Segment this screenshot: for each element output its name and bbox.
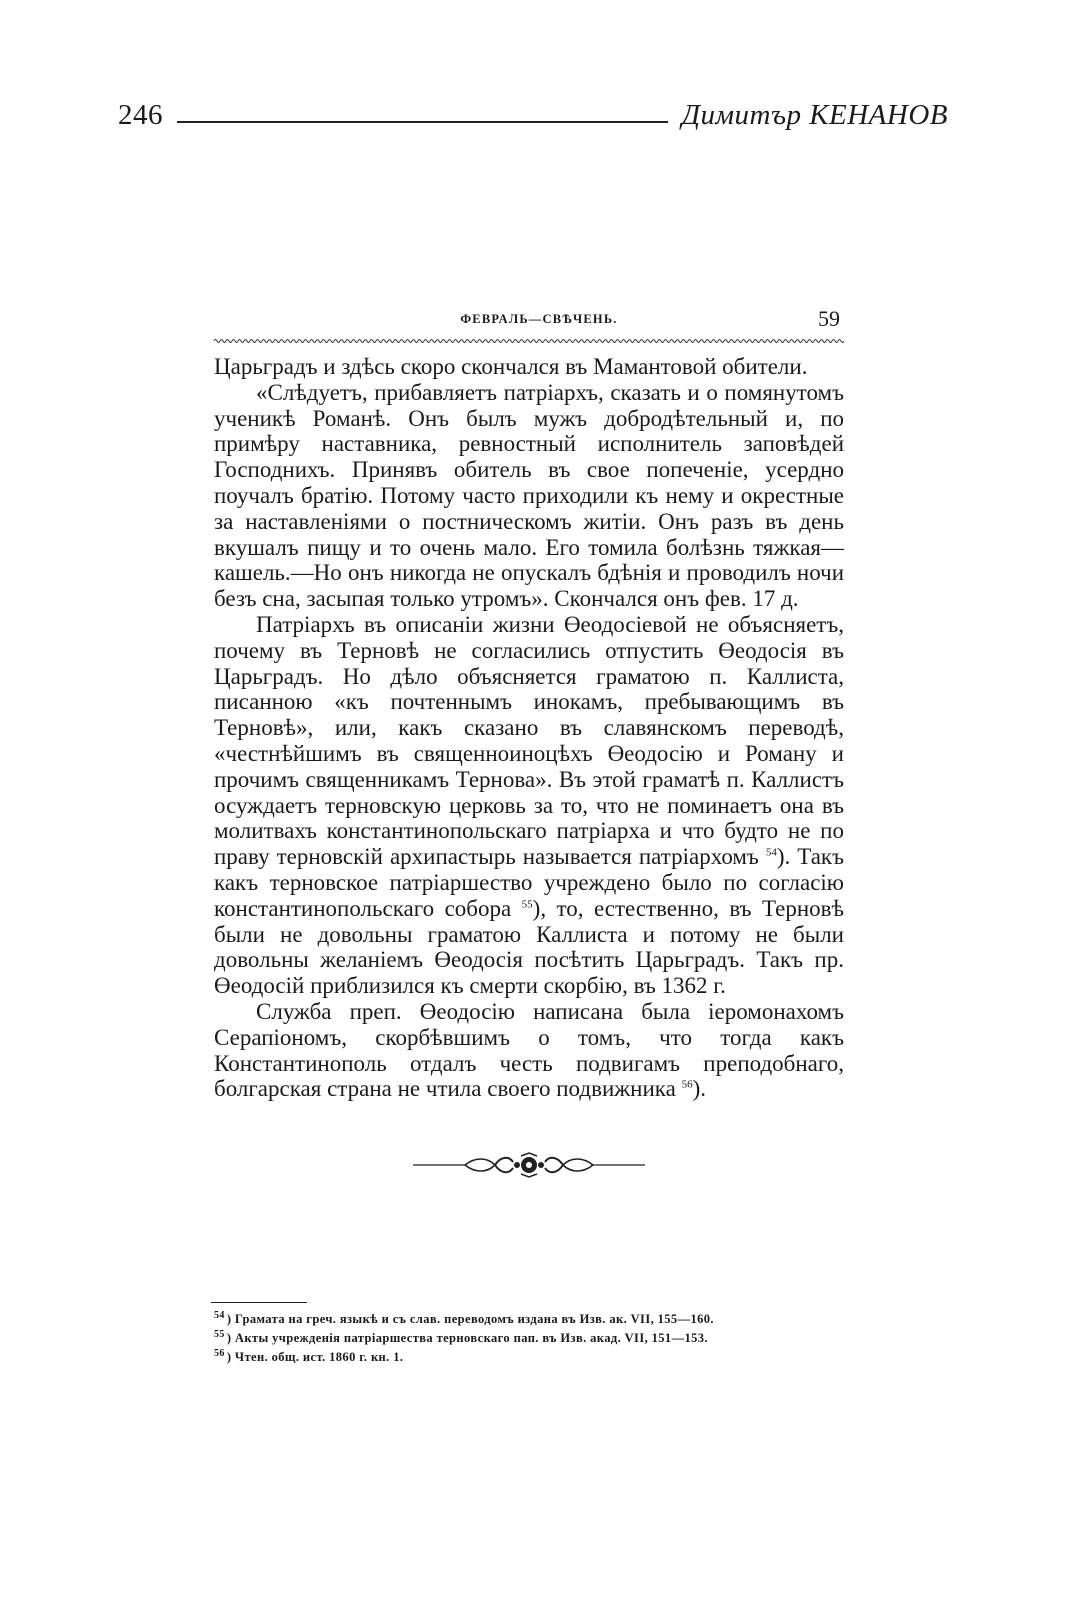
outer-page-header xyxy=(118,82,948,132)
footnote-ref-54: 54 xyxy=(765,846,777,859)
paragraph-3 xyxy=(214,612,844,999)
author-name: Димитър КЕНАНОВ xyxy=(681,99,948,131)
footnote-mark: 55 xyxy=(214,1328,225,1340)
footnotes xyxy=(214,1310,844,1367)
footnote-text: ) Акты учрежденія патріаршества терновскаго пап. въ Изв. акад. VII, 151—153. xyxy=(226,1331,708,1345)
wavy-rule xyxy=(214,336,844,346)
footnote-mark: 56 xyxy=(214,1347,225,1359)
footnote-ref-56: 56 xyxy=(681,1078,693,1091)
running-head-page-number: 59 xyxy=(818,306,840,331)
paragraph-4-part-a: Служба преп. Өеодосію написана была іеромонахомъ Серапіономъ, скорбѣвшимъ о томъ, что тогда какъ Константинополь отдалъ честь подвигамъ преподобнаго, болгарская страна не чтила своего подвижника xyxy=(214,998,844,1102)
footnote-ref-55: 55 xyxy=(521,898,533,911)
footnote-text: ) Чтен. общ. ист. 1860 г. кн. 1. xyxy=(226,1350,404,1364)
body-text xyxy=(214,354,844,1102)
paragraph-4 xyxy=(214,999,844,1102)
running-head xyxy=(214,306,844,334)
footnote-56 xyxy=(214,1348,844,1367)
running-head-title: ФЕВРАЛЬ—СВѢЧЕНЬ. xyxy=(460,312,618,326)
paragraph-2: «Слѣдуетъ, прибавляетъ патріархъ, сказать и о помянутомъ ученикѣ Романѣ. Онъ былъ мужъ добродѣтельный и, по примѣру наставника, ревностный исполнитель заповѣдей Господнихъ. Принявъ обитель въ свое попеченіе, усердно поучалъ братію. Потому часто приходили къ нему и окрестные за наставленіями о постническомъ житіи. Онъ разъ въ день вкушалъ пищу и то очень мало. Его томила болѣзнь тяжкая—кашель.—Но онъ никогда не опускалъ бдѣнія и проводилъ ночи безъ сна, засыпая только утромъ». Скончался онъ фев. 17 д. xyxy=(214,379,844,612)
paragraph-3-part-c: ), то, естественно, въ Терновѣ были не довольны граматою Каллиста и потому не были довольны желаніемъ Өеодосія посѣтить Царьградъ. Такъ пр. Өеодосій приблизился къ смерти скорбію, въ 1362 г. xyxy=(214,895,845,999)
footnote-54 xyxy=(214,1310,844,1329)
footnote-text: ) Грамата на греч. языкѣ и съ слав. переводомъ издана въ Изв. ак. VII, 155—160. xyxy=(226,1312,714,1326)
footnote-mark: 54 xyxy=(214,1309,225,1321)
footnote-rule xyxy=(211,1302,307,1303)
paragraph-3-part-a: Патріархъ въ описаніи жизни Өеодосіевой не объясняетъ, почему въ Терновѣ не согласились отпустить Өеодосія въ Царьградъ. Но дѣло объясняется граматою п. Каллиста, писанною «къ почтеннымъ инокамъ, пребывающимъ въ Терновѣ», или, какъ сказано въ славянскомъ переводѣ, «честнѣйшимъ въ священноиноцѣхъ Өеодосію и Роману и прочимъ священникамъ Тернова». Въ этой граматѣ п. Каллистъ осуждаетъ терновскую церковь за то, что не поминаетъ она въ молитвахъ константинопольскаго патріарха и что будто не по праву терновскій архипастырь называется патріархомъ xyxy=(214,611,844,870)
header-rule xyxy=(177,121,668,123)
footnote-55 xyxy=(214,1329,844,1348)
paragraph-4-part-b: ). xyxy=(692,1076,706,1102)
paragraph-3-part-b: ). Такъ какъ терновское патріаршество учреждено было по согласію константинопольскаго собора xyxy=(214,844,844,921)
paragraph-1: Царьградъ и здѣсь скоро скончался въ Мамантовой обители. xyxy=(214,354,808,379)
decorative-ornament xyxy=(409,1152,649,1178)
scanned-page xyxy=(214,306,844,1178)
page-number: 246 xyxy=(118,99,163,131)
